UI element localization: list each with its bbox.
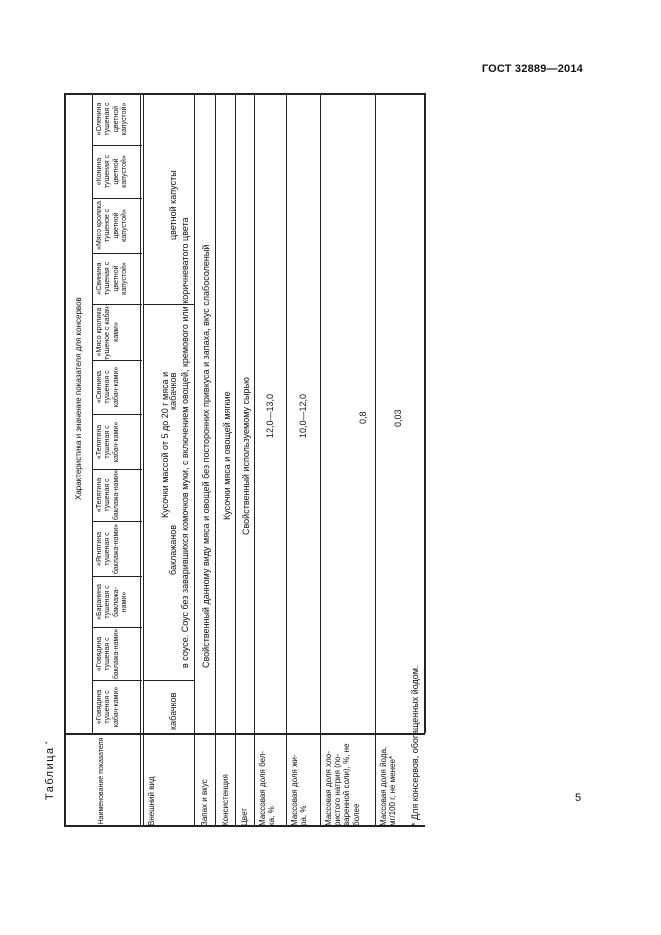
- appearance-line-2: в соусе. Соус без заварившихся комочков муки, с включением овощей, кремового или коричневатого цвета: [180, 217, 190, 668]
- product-header: «Мясо кролика тушеное с кабач-ками»: [96, 303, 120, 360]
- footnote: * Для консервов, обогащенных йодом.: [410, 665, 420, 826]
- product-header: «Оленина тушеная с цветной капустой»: [96, 102, 129, 136]
- row-name-appearance: Внешний вид: [147, 776, 156, 826]
- value-color: Свойственный используемому сырью: [241, 377, 251, 535]
- row-name-consistency: Консистенция: [221, 774, 230, 826]
- product-header: «Говядина тушеная с баклажа-нами»: [96, 628, 120, 680]
- value-fat: 10,0—12,0: [298, 393, 308, 438]
- page-number: 5: [575, 792, 582, 804]
- row-name-salt: Массовая доля хло-ристого натрия (по-варенной соли), %, не более: [324, 743, 361, 826]
- product-header: «Телятина тушеная с баклажа-нами»: [96, 469, 120, 521]
- product-header: «Мясо кролика тушеное с цветной капустой»: [96, 201, 129, 250]
- product-header: «Телятина тушеная с кабач-ками»: [96, 421, 120, 463]
- product-header: «Баранина тушеная с баклажа-нами»: [96, 584, 129, 620]
- product-header: «Ягнятина тушеная с баклажа-нами»: [96, 523, 120, 575]
- standard-number: ГОСТ 32889—2014: [481, 63, 583, 75]
- appearance-line-1: Кусочки массой от 5 до 20 г мяса и: [160, 371, 170, 518]
- row-name-iodine: Массовая доля йода, мг/100 г, не менее*: [379, 746, 398, 826]
- value-protein: 12,0—13,0: [265, 393, 275, 438]
- value-smell: Свойственный данному виду мяса и овощей без посторонних привкуса и запаха, вкус слабосоленый: [201, 244, 211, 668]
- value-salt: 0,8: [358, 411, 368, 424]
- value-iodine: 0,03: [393, 409, 403, 427]
- product-header: «Свинина тушеная с цветной капустой»: [96, 261, 129, 296]
- row-name-protein: Массовая доля бел-ка, %: [258, 750, 277, 826]
- product-header: «Говядина тушеная с кабач-ками»: [96, 686, 120, 728]
- name-header: Наименование показателя: [98, 737, 105, 825]
- appearance-line-cauliflower: цветной капусты: [168, 170, 178, 240]
- product-header: «Конина тушеная с цветной капустой»: [96, 154, 129, 189]
- appearance-line-zucchini-2: кабачков: [168, 372, 178, 410]
- value-consistency: Кусочки мяса и овощей мягкие: [222, 391, 232, 520]
- row-name-fat: Массовая доля жи-ра, %: [290, 754, 309, 826]
- table-caption: Таблица *: [44, 741, 56, 800]
- product-header: «Свинина тушеная с кабач-ками»: [96, 366, 120, 408]
- appearance-line-eggplant: баклажанов: [168, 524, 178, 575]
- row-name-color: Цвет: [240, 808, 249, 826]
- group-header: Характеристика и значение показателя для консервов: [74, 297, 83, 500]
- appearance-line-zucchini-1: кабачков: [168, 692, 178, 730]
- row-name-smell: Запах и вкус: [200, 779, 209, 826]
